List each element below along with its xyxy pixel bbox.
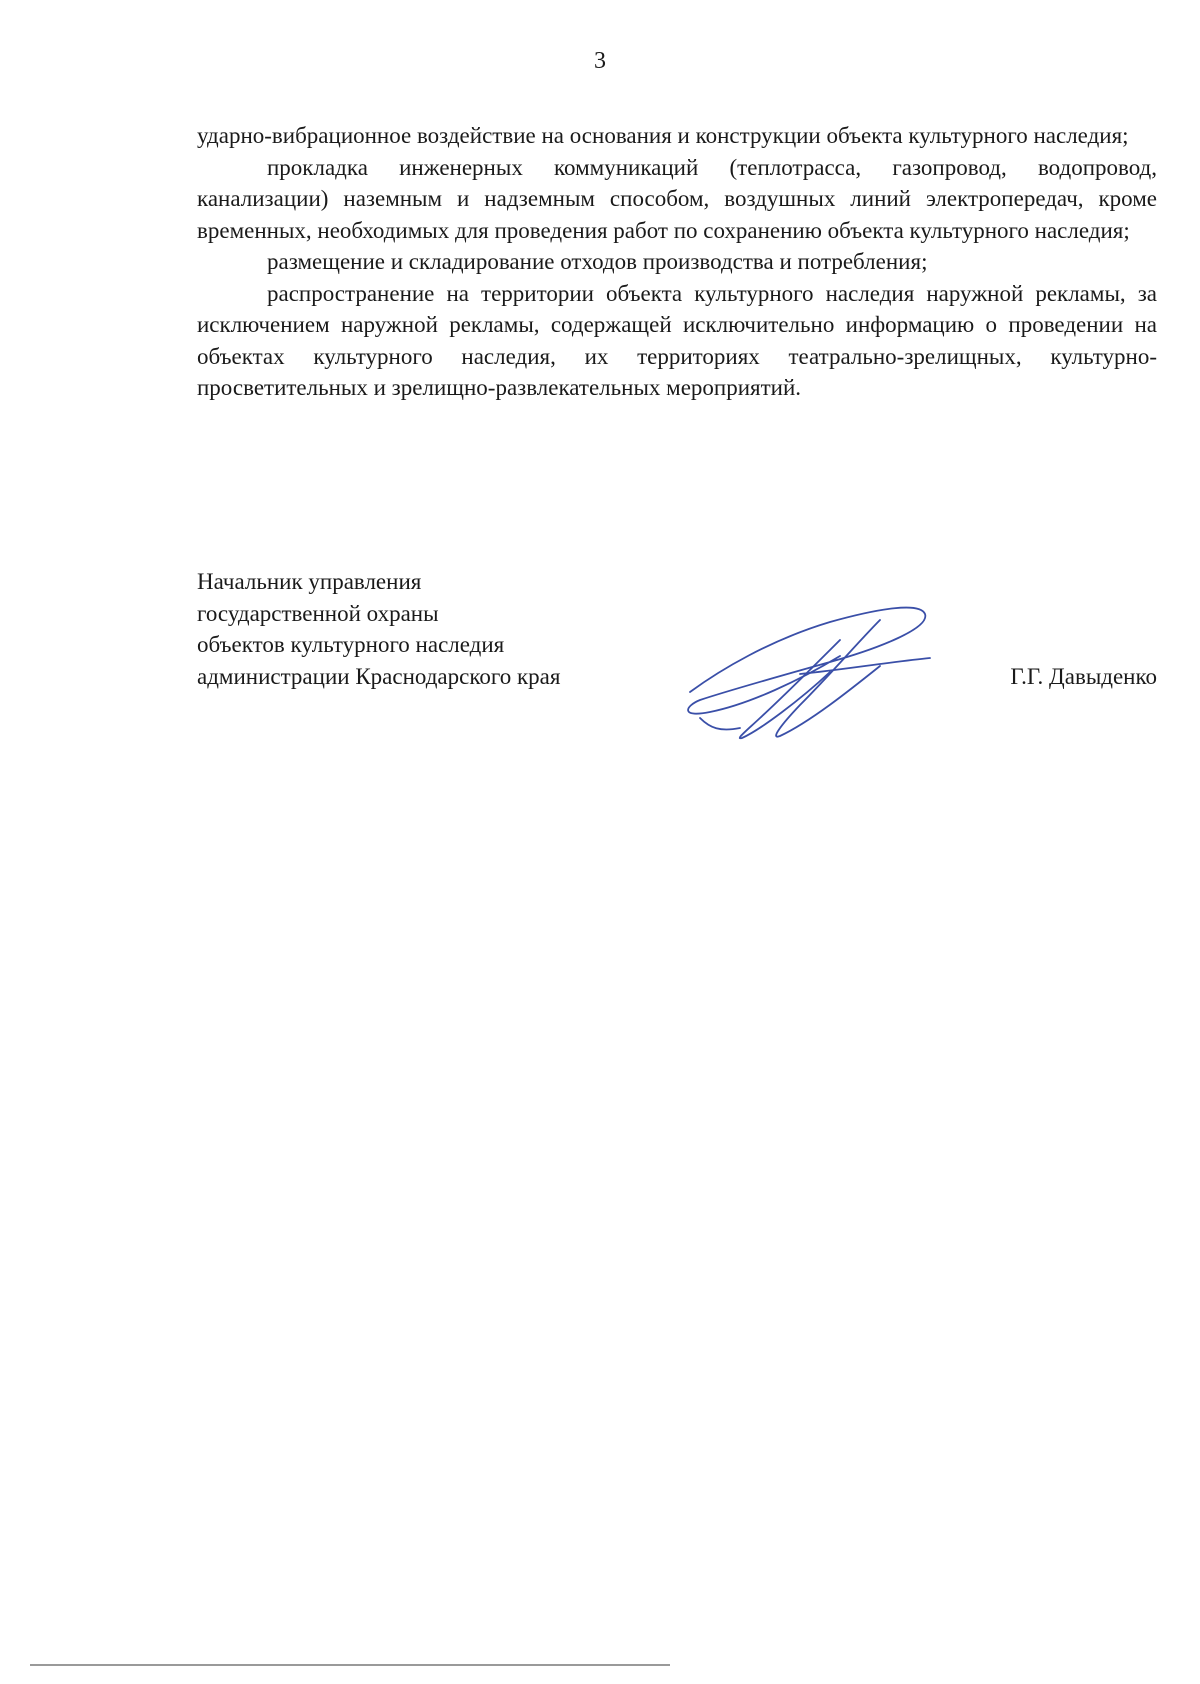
paragraph-vibration: ударно-вибрационное воздействие на основания и конструкции объекта культурного наследия; — [197, 123, 1129, 148]
paragraph-utilities: прокладка инженерных коммуникаций (теплотрасса, газопровод, водопровод, канализации) наземным и надземным способом, воздушных линий электропередач, кроме временных, необходимых для проведения работ по сохранению объекта культурного наследия; — [197, 154, 1157, 243]
paragraph-advertising: распространение на территории объекта культурного наследия наружной рекламы, за исключением наружной рекламы, содержащей исключительно информацию о проведении на объектах культурного наследия, их территориях театрально-зрелищных, культурно-просветительных и зрелищно-развлекательных мероприятий. — [197, 280, 1157, 400]
position-line: государственной охраны — [197, 600, 439, 626]
position-line: Начальник управления — [197, 569, 422, 594]
handwritten-signature — [680, 600, 940, 750]
body-text — [197, 120, 1157, 404]
paragraph-waste: размещение и складирование отходов производства и потребления; — [267, 249, 928, 274]
page-number: 3 — [594, 48, 606, 74]
signer-position — [197, 566, 560, 692]
signer-name: Г.Г. Давыденко — [1010, 663, 1157, 689]
scan-edge-line — [30, 1664, 670, 1666]
signature-block — [197, 566, 1157, 736]
position-line: администрации Краснодарского края — [197, 663, 561, 689]
position-line: объектов культурного наследия — [197, 632, 505, 657]
